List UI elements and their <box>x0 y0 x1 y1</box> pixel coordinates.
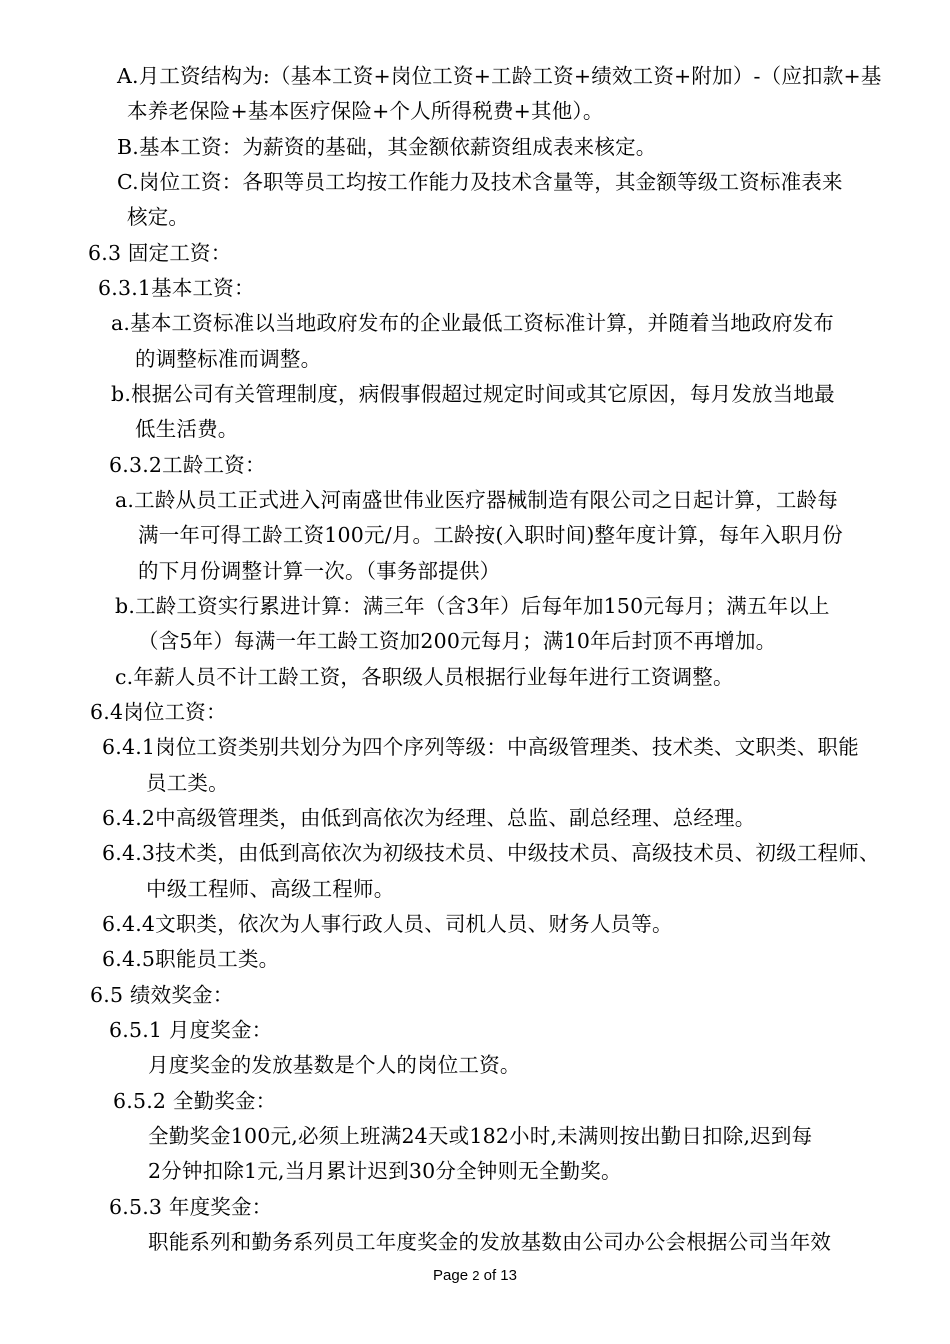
text-line: 6.4.1岗位工资类别共划分为四个序列等级：中高级管理类、技术类、文职类、职能 <box>102 735 859 759</box>
text-line: 低生活费。 <box>135 417 239 441</box>
text-line: a.工龄从员工正式进入河南盛世伟业医疗器械制造有限公司之日起计算，工龄每 <box>115 488 838 512</box>
text-line: 6.4.4文职类，依次为人事行政人员、司机人员、财务人员等。 <box>102 912 673 936</box>
text-line: a.基本工资标准以当地政府发布的企业最低工资标准计算，并随着当地政府发布 <box>111 311 834 335</box>
footer-prefix: Page <box>433 1267 473 1284</box>
subsection-heading: 6.5.1 月度奖金： <box>109 1018 273 1042</box>
text-line: C.岗位工资：各职等员工均按工作能力及技术含量等，其金额等级工资标准表来 <box>117 170 843 194</box>
text-line: 本养老保险+基本医疗保险+个人所得税费+其他）。 <box>127 99 604 123</box>
text-line: c.年薪人员不计工龄工资，各职级人员根据行业每年进行工资调整。 <box>115 665 734 689</box>
section-heading: 6.3 固定工资： <box>88 241 232 265</box>
text-line: 的下月份调整计算一次。（事务部提供） <box>138 559 501 583</box>
text-line: 月度奖金的发放基数是个人的岗位工资。 <box>148 1053 521 1077</box>
text-line: 满一年可得工龄工资100元/月。工龄按(入职时间)整年度计算，每年入职月份 <box>138 523 843 547</box>
text-line: A.月工资结构为:（基本工资+岗位工资+工龄工资+绩效工资+附加）-（应扣款+基 <box>117 64 882 88</box>
text-line: b.工龄工资实行累进计算：满三年（含3年）后每年加150元每月；满五年以上 <box>115 594 830 618</box>
subsection-heading: 6.3.1基本工资： <box>98 276 255 300</box>
text-line: 中级工程师、高级工程师。 <box>146 877 395 901</box>
text-line: 核定。 <box>127 205 190 229</box>
section-heading: 6.5 绩效奖金： <box>90 983 234 1007</box>
text-line: 全勤奖金100元,必须上班满24天或182小时,未满则按出勤日扣除,迟到每 <box>148 1124 813 1148</box>
text-line: 6.4.5职能员工类。 <box>102 947 280 971</box>
footer-suffix: of 13 <box>479 1267 517 1284</box>
text-line: B.基本工资：为薪资的基础，其金额依薪资组成表来核定。 <box>117 135 657 159</box>
page-footer <box>0 1266 950 1286</box>
text-line: 员工类。 <box>146 771 229 795</box>
text-line: 的调整标准而调整。 <box>135 347 322 371</box>
subsection-heading: 6.3.2工龄工资： <box>109 453 266 477</box>
text-line: 6.4.3技术类，由低到高依次为初级技术员、中级技术员、高级技术员、初级工程师、 <box>102 841 880 865</box>
subsection-heading: 6.5.3 年度奖金： <box>109 1195 273 1219</box>
page-number: 2 <box>472 1268 480 1283</box>
text-line: 6.4.2中高级管理类，由低到高依次为经理、总监、副总经理、总经理。 <box>102 806 756 830</box>
text-line: 职能系列和勤务系列员工年度奖金的发放基数由公司办公会根据公司当年效 <box>148 1230 832 1254</box>
subsection-heading: 6.5.2 全勤奖金： <box>113 1089 277 1113</box>
text-line: （含5年）每满一年工龄工资加200元每月；满10年后封顶不再增加。 <box>138 629 777 653</box>
text-line: 2分钟扣除1元,当月累计迟到30分全钟则无全勤奖。 <box>148 1159 622 1183</box>
section-heading: 6.4岗位工资： <box>90 700 227 724</box>
text-line: b.根据公司有关管理制度，病假事假超过规定时间或其它原因，每月发放当地最 <box>111 382 835 406</box>
